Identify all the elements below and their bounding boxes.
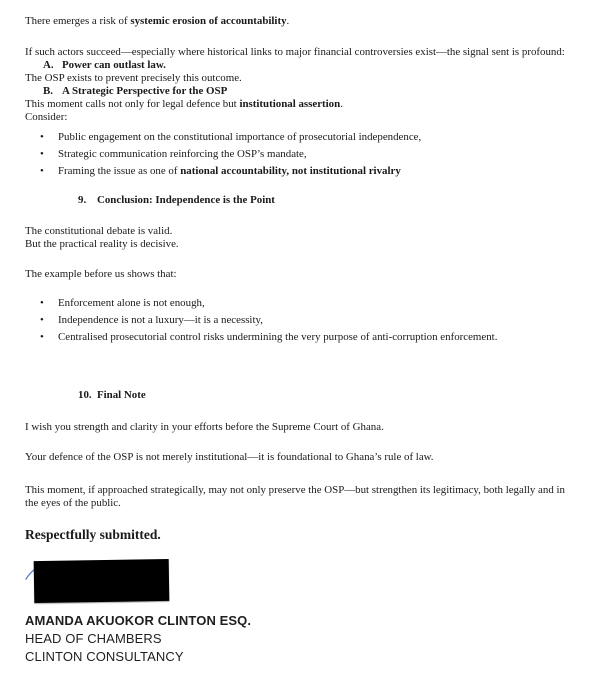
- signer-title: HEAD OF CHAMBERS: [25, 631, 162, 646]
- paragraph-moment: This moment calls not only for legal defence but institutional assertion.: [25, 98, 343, 110]
- paragraph-risk: There emerges a risk of systemic erosion of accountability.: [25, 15, 290, 27]
- paragraph-reality: But the practical reality is decisive.: [25, 238, 179, 250]
- redacted-signature: [34, 559, 170, 603]
- consider-bullet-list: [25, 131, 575, 178]
- heading-final-note: [78, 389, 575, 402]
- paragraph-defence: Your defence of the OSP is not merely institutional—it is foundational to Ghana’s rule of law.: [25, 451, 434, 463]
- item-b-text: A Strategic Perspective for the OSP: [62, 85, 228, 97]
- item-a-marker: A.: [43, 59, 54, 71]
- signer-name: AMANDA AKUOKOR CLINTON ESQ.: [25, 613, 252, 628]
- heading-final-note-number: 10.: [78, 389, 92, 401]
- example-bullet-list: [25, 297, 575, 344]
- list-item: • Independence is not a luxury—it is a necessity,: [25, 314, 575, 327]
- item-b-marker: B.: [43, 85, 53, 97]
- paragraph-signal: If such actors succeed—especially where historical links to major financial controversies exist—the signal sent is profound:: [25, 46, 565, 58]
- signature-row: [25, 560, 575, 604]
- paragraph-wish: I wish you strength and clarity in your efforts before the Supreme Court of Ghana.: [25, 421, 384, 433]
- heading-conclusion-number: 9.: [78, 194, 87, 206]
- list-item: • Framing the issue as one of national accountability, not institutional rivalry: [25, 165, 575, 178]
- paragraph-strategy: This moment, if approached strategically, may not only preserve the OSP—but strengthen its legitimacy, both legally and in the eyes of the public.: [25, 484, 565, 509]
- heading-conclusion: [78, 194, 575, 207]
- paragraph-debate: The constitutional debate is valid.: [25, 225, 173, 237]
- lettered-item-a: [43, 59, 575, 72]
- signer-firm: CLINTON CONSULTANCY: [25, 649, 184, 664]
- heading-conclusion-text: Conclusion: Independence is the Point: [97, 194, 275, 206]
- closing-line: Respectfully submitted.: [25, 527, 161, 542]
- item-a-text: Power can outlast law.: [62, 59, 166, 71]
- heading-final-note-text: Final Note: [97, 389, 146, 401]
- paragraph-example: The example before us shows that:: [25, 268, 177, 280]
- list-item: • Strategic communication reinforcing the OSP’s mandate,: [25, 148, 575, 161]
- paragraph-osp-exists: The OSP exists to prevent precisely this outcome.: [25, 72, 242, 84]
- paragraph-consider: Consider:: [25, 111, 68, 123]
- list-item: • Centralised prosecutorial control risks undermining the very purpose of anti-corruption enforcement.: [25, 331, 575, 344]
- signer-block: [25, 612, 575, 666]
- list-item: • Enforcement alone is not enough,: [25, 297, 575, 310]
- lettered-item-b: [43, 85, 575, 98]
- list-item: • Public engagement on the constitutional importance of prosecutorial independence,: [25, 131, 575, 144]
